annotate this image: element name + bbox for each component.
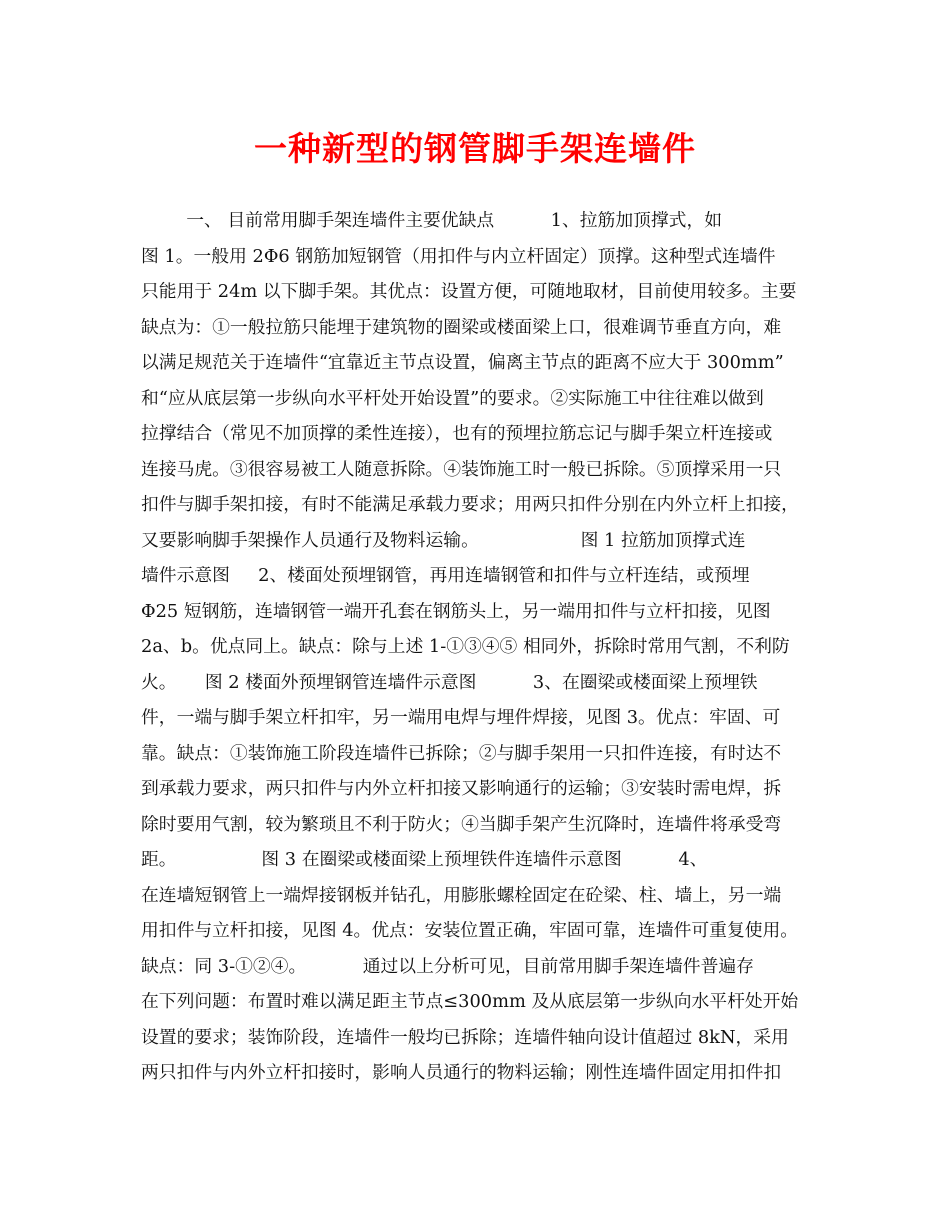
body-line: 到承载力要求，两只扣件与内外立杆扣接又影响通行的运输；③安装时需电焊，拆 bbox=[141, 778, 782, 799]
body-line: 缺点为：①一般拉筋只能埋于建筑物的圈梁或楼面梁上口，很难调节垂直方向，难 bbox=[141, 316, 782, 338]
body-line: 连接马虎。③很容易被工人随意拆除。④装饰施工时一般已拆除。⑤顶撑采用一只 bbox=[141, 458, 782, 480]
body-line: 缺点：同 3-①②④。 通过以上分析可见，目前常用脚手架连墙件普遍存 bbox=[141, 955, 754, 977]
body-line: 用扣件与立杆扣接，见图 4。优点：安装位置正确，牢固可靠，连墙件可重复使用。 bbox=[141, 920, 799, 941]
document-title: 一种新型的钢管脚手架连墙件 bbox=[254, 129, 696, 168]
body-line: 拉撑结合（常见不加顶撑的柔性连接），也有的预埋拉筋忘记与脚手架立杆连接或 bbox=[141, 423, 773, 444]
body-line: 在连墙短钢管上一端焊接钢板并钻孔，用膨胀螺栓固定在砼梁、柱、墙上，另一端 bbox=[141, 884, 782, 906]
body-line: 火。 图 2 楼面外预埋钢管连墙件示意图 3、在圈梁或楼面梁上预埋铁 bbox=[141, 671, 758, 693]
body-line: 和“应从底层第一步纵向水平杆处开始设置”的要求。②实际施工中往往难以做到 bbox=[141, 387, 764, 409]
body-line: 在下列问题：布置时难以满足距主节点≤300mm 及从底层第一步纵向水平杆处开始 bbox=[141, 991, 799, 1012]
body-line: 图 1。一般用 2Φ6 钢筋加短钢管（用扣件与内立杆固定）顶撑。这种型式连墙件 bbox=[141, 245, 776, 267]
body-line: 2a、b。优点同上。缺点：除与上述 1-①③④⑤ 相同外，拆除时常用气割，不利防 bbox=[141, 636, 790, 657]
body-line: 两只扣件与内外立杆扣接时，影响人员通行的物料运输；刚性连墙件固定用扣件扣 bbox=[141, 1062, 782, 1083]
body-line: 除时要用气割，较为繁琐且不利于防火；④当脚手架产生沉降时，连墙件将承受弯 bbox=[141, 813, 782, 835]
body-line: 设置的要求；装饰阶段，连墙件一般均已拆除；连墙件轴向设计值超过 8kN，采用 bbox=[141, 1026, 789, 1048]
body-line: 件，一端与脚手架立杆扣牢，另一端用电焊与埋件焊接，见图 3。优点：牢固、可 bbox=[141, 707, 781, 728]
body-line: 一、 目前常用脚手架连墙件主要优缺点 1、拉筋加顶撑式，如 bbox=[141, 210, 723, 231]
document-body bbox=[141, 203, 813, 1091]
body-line: 扣件与脚手架扣接，有时不能满足承载力要求；用两只扣件分别在内外立杆上扣接， bbox=[141, 494, 799, 515]
body-line: 以满足规范关于连墙件“宜靠近主节点设置，偏离主节点的距离不应大于 300mm” bbox=[141, 352, 784, 373]
body-line: 靠。缺点：①装饰施工阶段连墙件已拆除；②与脚手架用一只扣件连接，有时达不 bbox=[141, 742, 782, 764]
body-line: 只能用于 24m 以下脚手架。其优点：设置方便，可随地取材，目前使用较多。主要 bbox=[141, 281, 797, 302]
body-line: 墙件示意图 2、楼面处预埋钢管，再用连墙钢管和扣件与立杆连结，或预埋 bbox=[141, 565, 750, 586]
body-line: Φ25 短钢筋，连墙钢管一端开孔套在钢筋头上，另一端用扣件与立杆扣接，见图 bbox=[141, 600, 771, 622]
body-line: 又要影响脚手架操作人员通行及物料运输。 图 1 拉筋加顶撑式连 bbox=[141, 529, 746, 551]
body-line: 距。 图 3 在圈梁或楼面梁上预埋铁件连墙件示意图 4、 bbox=[141, 849, 708, 870]
